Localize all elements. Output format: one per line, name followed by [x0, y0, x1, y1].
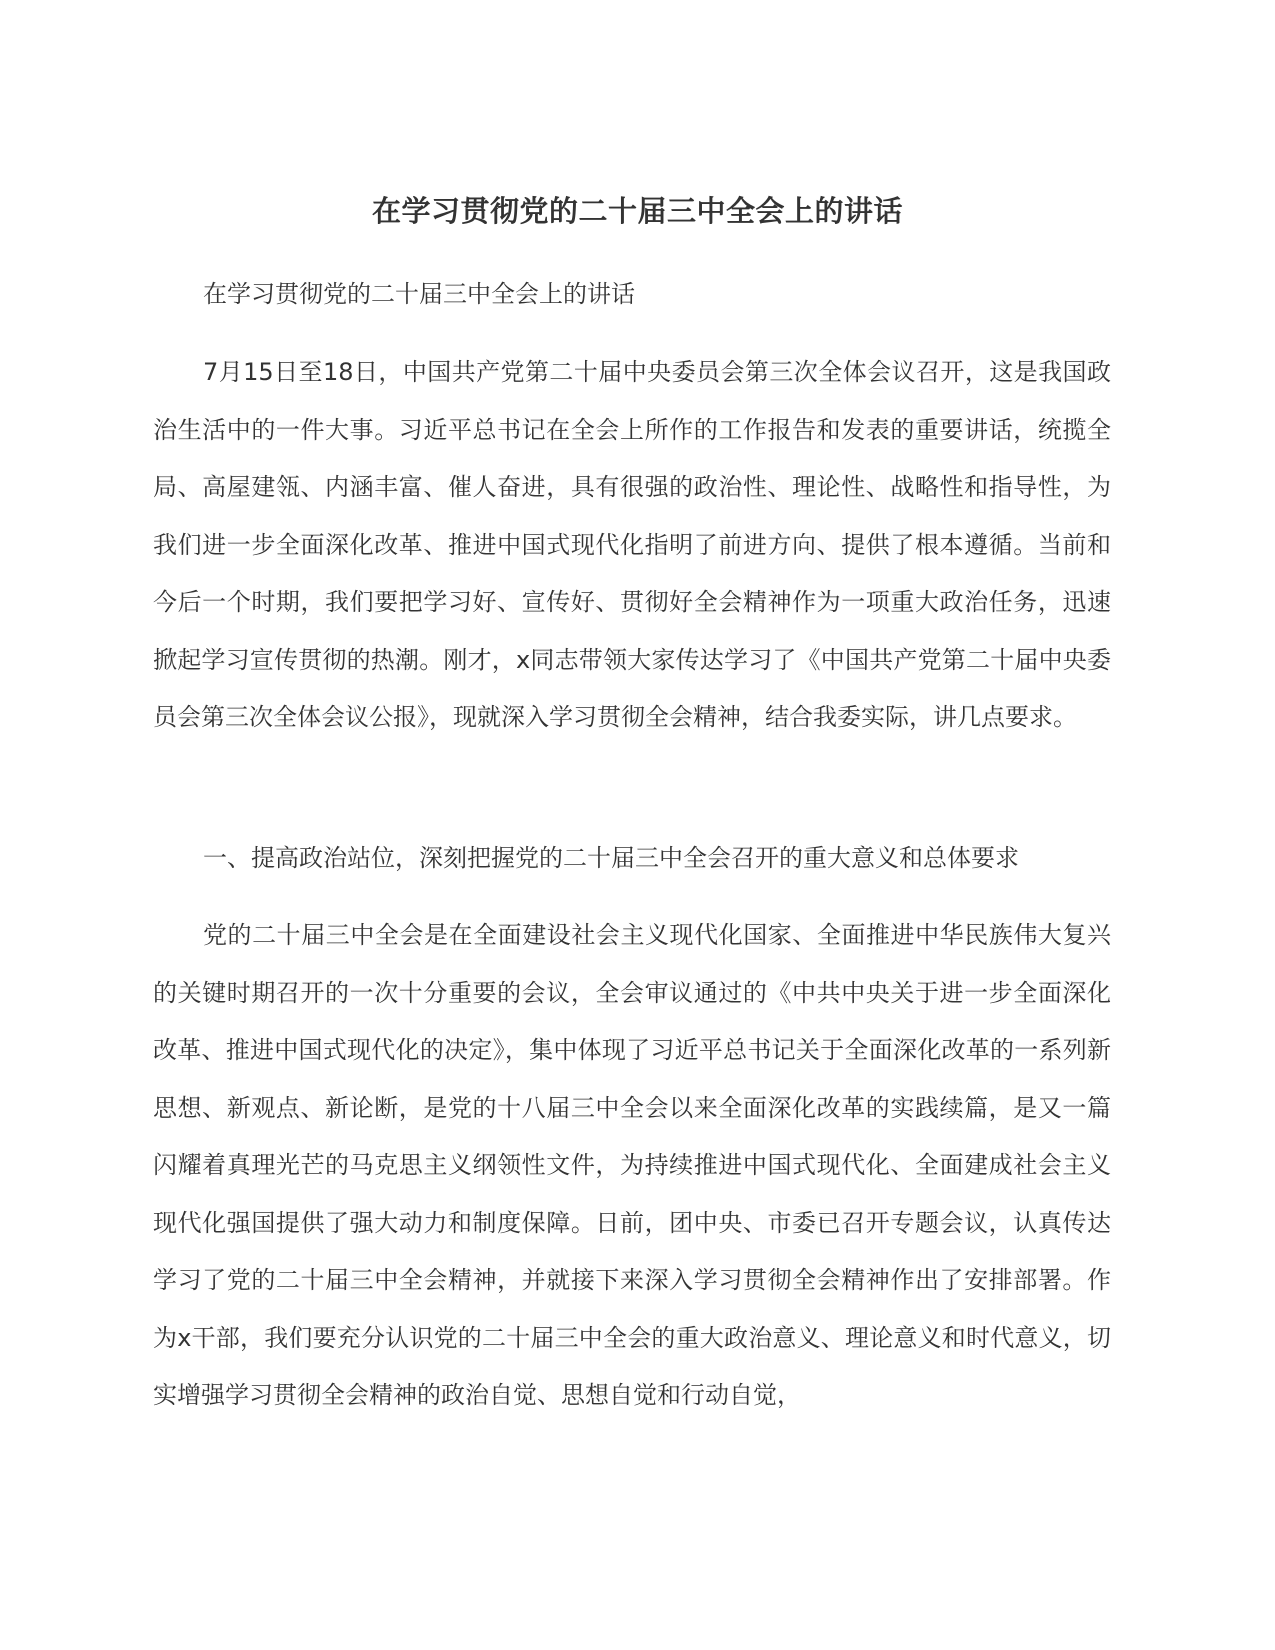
section-heading: 一、提高政治站位，深刻把握党的二十届三中全会召开的重大意义和总体要求	[203, 844, 1019, 872]
document-title: 在学习贯彻党的二十届三中全会上的讲话	[371, 194, 903, 228]
body-paragraph: 党的二十届三中全会是在全面建设社会主义现代化国家、全面推进中华民族伟大复兴的关键时期召开的一次十分重要的会议，全会审议通过的《中共中央关于进一步全面深化改革、推进中国式现代化的决定》，集中体现了习近平总书记关于全面深化改革的一系列新思想、新观点、新论断，是党的十八届三中全会以来全面深化改革的实践续篇，是又一篇闪耀着真理光芒的马克思主义纲领性文件，为持续推进中国式现代化、全面建成社会主义现代化强国提供了强大动力和制度保障。日前，团中央、市委已召开专题会议，认真传达学习了党的二十届三中全会精神，并就接下来深入学习贯彻全会精神作出了安排部署。作为x干部，我们要充分认识党的二十届三中全会的重大政治意义、理论意义和时代意义，切实增强学习贯彻全会精神的政治自觉、思想自觉和行动自觉，	[153, 921, 1111, 1409]
intro-paragraph: 7月15日至18日，中国共产党第二十届中央委员会第三次全体会议召开，这是我国政治生活中的一件大事。习近平总书记在全会上所作的工作报告和发表的重要讲话，统揽全局、高屋建瓴、内涵丰富、催人奋进，具有很强的政治性、理论性、战略性和指导性，为我们进一步全面深化改革、推进中国式现代化指明了前进方向、提供了根本遵循。当前和今后一个时期，我们要把学习好、宣传好、贯彻好全会精神作为一项重大政治任务，迅速掀起学习宣传贯彻的热潮。刚才，x同志带领大家传达学习了《中国共产党第二十届中央委员会第三次全体会议公报》，现就深入学习贯彻全会精神，结合我委实际，讲几点要求。	[153, 358, 1111, 731]
document-subtitle: 在学习贯彻党的二十届三中全会上的讲话	[203, 280, 635, 308]
